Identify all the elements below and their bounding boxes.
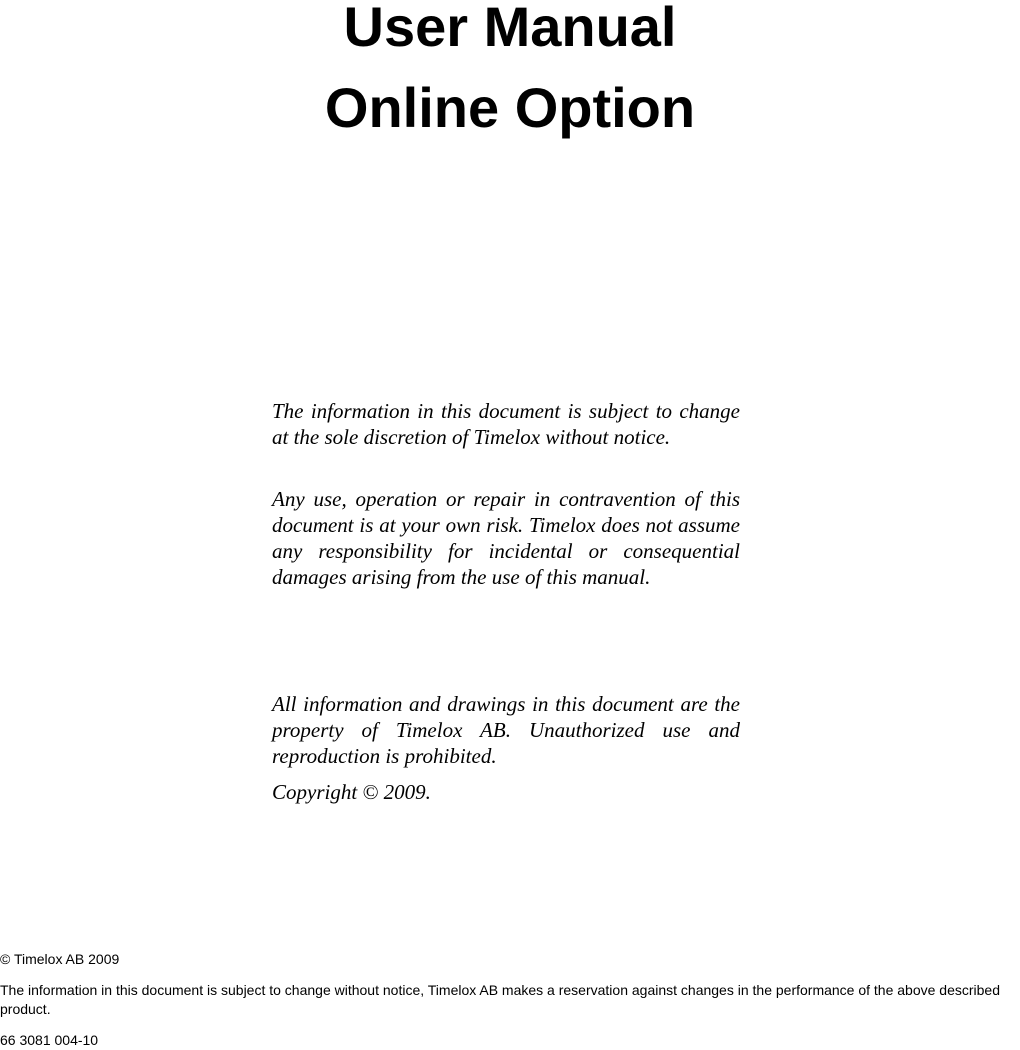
notice-paragraph: Any use, operation or repair in contravention of this document is at your own risk. Timelox does not assume any responsibility for incidental or consequential damages arising from the use of this manual. — [272, 487, 740, 589]
notice-paragraph: All information and drawings in this document are the property of Timelox AB. Unauthorized use and reproduction is prohibited. — [272, 692, 740, 768]
notice-liability — [272, 486, 740, 590]
document-title: User Manual — [343, 0, 677, 58]
footer-disclaimer: The information in this document is subject to change without notice, Timelox AB makes a reservation against changes in the performance of the above described product. — [0, 982, 1001, 1017]
notice-paragraph: The information in this document is subject to change at the sole discretion of Timelox without notice. — [272, 399, 740, 449]
notice-paragraph: Copyright © 2009. — [272, 780, 431, 804]
notice-change-discretion — [272, 398, 740, 450]
footer-document-number: 66 3081 004-10 — [0, 1032, 99, 1048]
notice-property — [272, 691, 740, 769]
footer-copyright: © Timelox AB 2009 — [0, 951, 120, 967]
notice-copyright — [272, 779, 740, 805]
document-subtitle: Online Option — [324, 76, 696, 139]
